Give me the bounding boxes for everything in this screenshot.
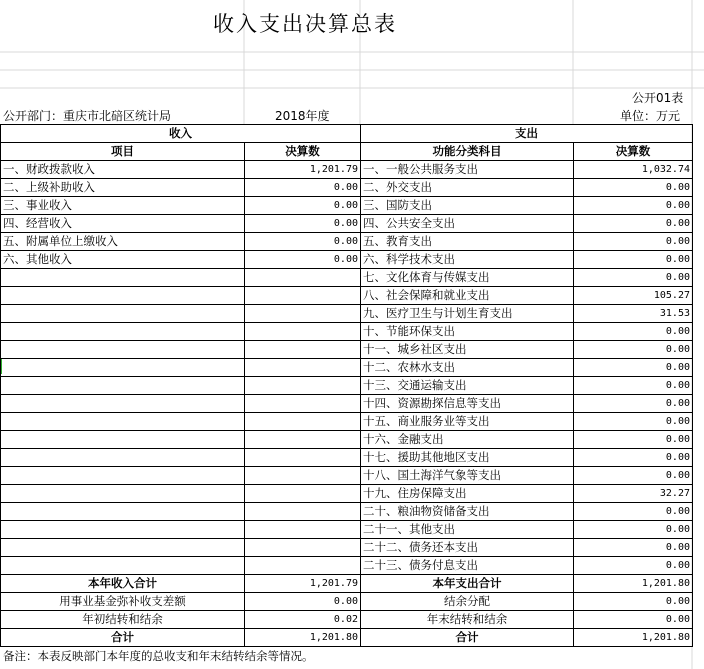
empty-cell [245, 503, 361, 521]
fund-value: 0.00 [245, 593, 361, 611]
income-section-header: 收入 [1, 125, 361, 143]
empty-cell [245, 395, 361, 413]
expense-item-label: 五、教育支出 [361, 233, 574, 251]
empty-cell [245, 521, 361, 539]
table-row [1, 269, 693, 287]
grand-income-value: 1,201.80 [245, 629, 361, 647]
expense-item-value: 0.00 [574, 233, 693, 251]
empty-cell [245, 449, 361, 467]
expense-item-value: 0.00 [574, 341, 693, 359]
income-item-label: 一、财政拨款收入 [1, 161, 245, 179]
empty-cell [1, 287, 245, 305]
fund-row [1, 593, 693, 611]
empty-cell [1, 269, 245, 287]
section-header-row [1, 125, 693, 143]
expense-item-value: 0.00 [574, 413, 693, 431]
expense-item-value: 1,032.74 [574, 161, 693, 179]
grand-expense-value: 1,201.80 [574, 629, 693, 647]
expense-item-value: 0.00 [574, 377, 693, 395]
expense-item-value: 0.00 [574, 539, 693, 557]
empty-cell [1, 359, 245, 377]
expense-item-label: 四、公共安全支出 [361, 215, 574, 233]
table-row [1, 539, 693, 557]
table-row [1, 323, 693, 341]
table-row [1, 215, 693, 233]
unit-label: 单位：万元 [620, 109, 681, 123]
table-row [1, 179, 693, 197]
empty-cell [245, 413, 361, 431]
expense-item-label: 十、节能环保支出 [361, 323, 574, 341]
empty-cell [245, 557, 361, 575]
expense-item-label: 九、医疗卫生与计划生育支出 [361, 305, 574, 323]
total-row [1, 575, 693, 593]
expense-total-label: 本年支出合计 [361, 575, 574, 593]
income-item-label: 四、经营收入 [1, 215, 245, 233]
empty-cell [1, 305, 245, 323]
table-row [1, 287, 693, 305]
func-item-header: 功能分类科目 [361, 143, 574, 161]
report-table [0, 124, 693, 647]
table-row [1, 341, 693, 359]
carryover-row [1, 611, 693, 629]
income-item-label: 五、附属单位上缴收入 [1, 233, 245, 251]
expense-item-value: 31.53 [574, 305, 693, 323]
expense-item-label: 二十二、债务还本支出 [361, 539, 574, 557]
expense-item-label: 一、一般公共服务支出 [361, 161, 574, 179]
empty-cell [1, 485, 245, 503]
table-row [1, 485, 693, 503]
table-row [1, 521, 693, 539]
empty-cell [1, 539, 245, 557]
expense-section-header: 支出 [361, 125, 693, 143]
expense-item-label: 六、科学技术支出 [361, 251, 574, 269]
department-label: 公开部门：重庆市北碚区统计局 [3, 109, 172, 123]
empty-cell [245, 377, 361, 395]
empty-cell [1, 467, 245, 485]
empty-cell [1, 449, 245, 467]
expense-item-value: 32.27 [574, 485, 693, 503]
income-item-value: 0.00 [245, 197, 361, 215]
grand-total-row [1, 629, 693, 647]
empty-cell [1, 341, 245, 359]
expense-item-value: 0.00 [574, 197, 693, 215]
empty-cell [245, 359, 361, 377]
table-row [1, 413, 693, 431]
expense-item-label: 十一、城乡社区支出 [361, 341, 574, 359]
empty-cell [1, 413, 245, 431]
table-row [1, 161, 693, 179]
expense-item-value: 0.00 [574, 395, 693, 413]
form-number: 公开01表 [632, 91, 684, 105]
income-amount-header: 决算数 [245, 143, 361, 161]
item-header: 项目 [1, 143, 245, 161]
expense-item-label: 二、外交支出 [361, 179, 574, 197]
empty-cell [245, 485, 361, 503]
expense-item-value: 0.00 [574, 359, 693, 377]
table-row [1, 377, 693, 395]
expense-item-label: 七、文化体育与传媒支出 [361, 269, 574, 287]
income-item-value: 1,201.79 [245, 161, 361, 179]
expense-item-value: 0.00 [574, 557, 693, 575]
empty-cell [245, 539, 361, 557]
end-value: 0.00 [574, 611, 693, 629]
fund-label: 用事业基金弥补收支差额 [1, 593, 245, 611]
table-row [1, 557, 693, 575]
income-total-label: 本年收入合计 [1, 575, 245, 593]
expense-item-value: 0.00 [574, 467, 693, 485]
table-row [1, 431, 693, 449]
income-item-label: 二、上级补助收入 [1, 179, 245, 197]
end-label: 年末结转和结余 [361, 611, 574, 629]
table-row [1, 503, 693, 521]
empty-cell [245, 287, 361, 305]
income-item-label: 六、其他收入 [1, 251, 245, 269]
expense-item-value: 0.00 [574, 323, 693, 341]
expense-item-value: 0.00 [574, 431, 693, 449]
expense-item-value: 105.27 [574, 287, 693, 305]
expense-item-value: 0.00 [574, 521, 693, 539]
empty-cell [245, 305, 361, 323]
empty-cell [245, 467, 361, 485]
income-item-value: 0.00 [245, 179, 361, 197]
income-item-label: 三、事业收入 [1, 197, 245, 215]
column-header-row [1, 143, 693, 161]
page-title: 收入支出决算总表 [213, 12, 397, 36]
expense-item-label: 十三、交通运输支出 [361, 377, 574, 395]
expense-item-label: 二十一、其他支出 [361, 521, 574, 539]
empty-cell [245, 269, 361, 287]
expense-item-label: 十九、住房保障支出 [361, 485, 574, 503]
empty-cell [1, 503, 245, 521]
empty-cell [245, 431, 361, 449]
expense-item-value: 0.00 [574, 179, 693, 197]
table-row [1, 233, 693, 251]
begin-label: 年初结转和结余 [1, 611, 245, 629]
income-item-value: 0.00 [245, 251, 361, 269]
surplus-value: 0.00 [574, 593, 693, 611]
expense-item-label: 八、社会保障和就业支出 [361, 287, 574, 305]
table-row [1, 305, 693, 323]
expense-amount-header: 决算数 [574, 143, 693, 161]
table-row [1, 449, 693, 467]
table-row [1, 197, 693, 215]
income-item-value: 0.00 [245, 215, 361, 233]
expense-item-value: 0.00 [574, 251, 693, 269]
empty-cell [1, 323, 245, 341]
table-row [1, 251, 693, 269]
surplus-label: 结余分配 [361, 593, 574, 611]
expense-total-value: 1,201.80 [574, 575, 693, 593]
expense-item-label: 二十、粮油物资储备支出 [361, 503, 574, 521]
table-row [1, 395, 693, 413]
income-item-value: 0.00 [245, 233, 361, 251]
year-label: 2018年度 [275, 109, 330, 123]
empty-cell [245, 341, 361, 359]
grand-income-label: 合计 [1, 629, 245, 647]
table-row [1, 467, 693, 485]
expense-item-value: 0.00 [574, 215, 693, 233]
empty-cell [1, 431, 245, 449]
begin-value: 0.02 [245, 611, 361, 629]
empty-cell [1, 557, 245, 575]
expense-item-label: 二十三、债务付息支出 [361, 557, 574, 575]
empty-cell [1, 395, 245, 413]
empty-cell [1, 521, 245, 539]
income-total-value: 1,201.79 [245, 575, 361, 593]
expense-item-label: 十六、金融支出 [361, 431, 574, 449]
empty-cell [245, 323, 361, 341]
expense-item-value: 0.00 [574, 269, 693, 287]
empty-cell [1, 377, 245, 395]
expense-item-value: 0.00 [574, 503, 693, 521]
expense-item-label: 十二、农林水支出 [361, 359, 574, 377]
expense-item-label: 十七、援助其他地区支出 [361, 449, 574, 467]
footnote: 备注：本表反映部门本年度的总收支和年末结转结余等情况。 [3, 649, 314, 663]
expense-item-label: 三、国防支出 [361, 197, 574, 215]
expense-item-label: 十四、资源勘探信息等支出 [361, 395, 574, 413]
grand-expense-label: 合计 [361, 629, 574, 647]
expense-item-label: 十八、国土海洋气象等支出 [361, 467, 574, 485]
expense-item-value: 0.00 [574, 449, 693, 467]
table-row [1, 359, 693, 377]
expense-item-label: 十五、商业服务业等支出 [361, 413, 574, 431]
